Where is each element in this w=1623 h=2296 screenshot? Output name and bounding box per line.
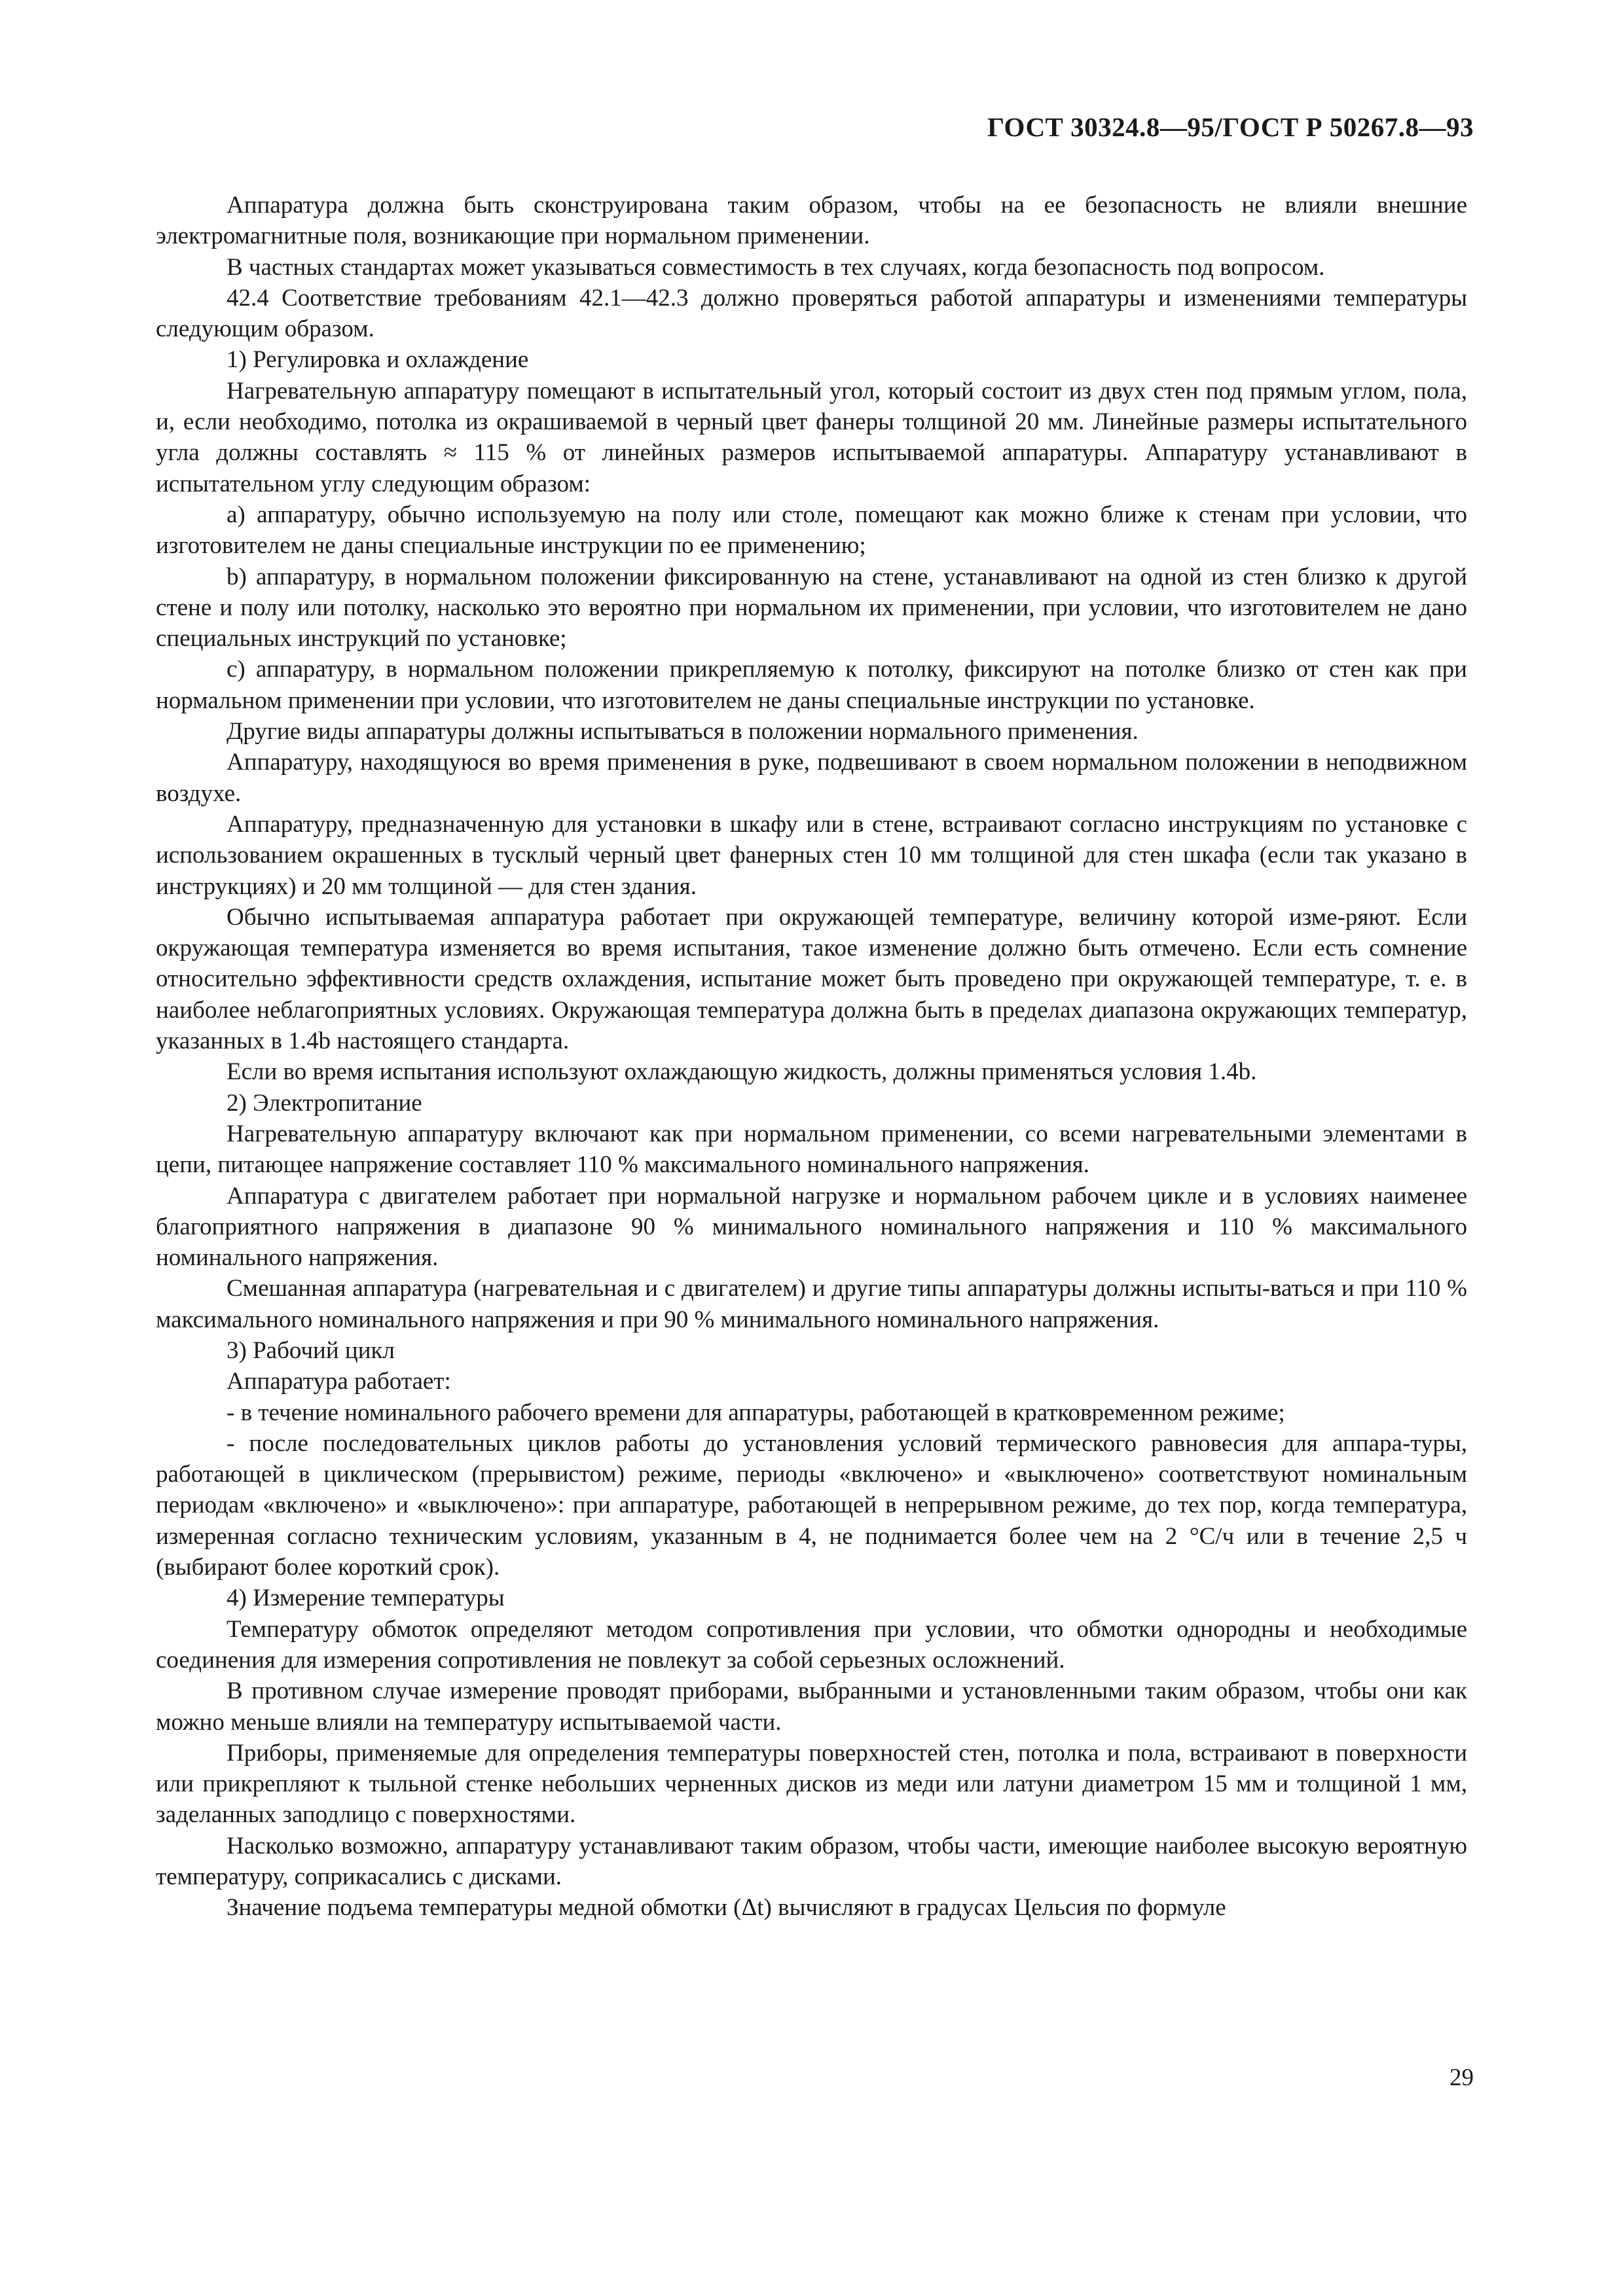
- section-heading: 1) Регулировка и охлаждение: [227, 346, 529, 374]
- paragraph: Нагревательную аппаратуру включают как при нормальном применении, со всеми нагревательными элементами в цепи, питающее напряжение составляет 110 % максимального номинального напряжения.: [156, 1120, 1467, 1179]
- paragraph: Насколько возможно, аппаратуру устанавливают таким образом, чтобы части, имеющие наиболее высокую вероятную температуру, соприкасались с дисками.: [156, 1832, 1467, 1891]
- paragraph: Аппаратуру, предназначенную для установки в шкафу или в стене, встраивают согласно инструкциям по установке с использованием окрашенных в тусклый черный цвет фанерных стен 10 мм толщиной для стен шкафа (если так указано в инструкциях) и 20 мм толщиной — для стен здания.: [156, 810, 1467, 900]
- list-item: b) аппаратуру, в нормальном положении фиксированную на стене, устанавливают на одной из стен близко к другой стене и полу или потолку, насколько это вероятно при нормальном их применении, при условии, что изготовителем не дано специальных инструкций по установке;: [156, 563, 1467, 653]
- paragraph: Аппаратуру, находящуюся во время применения в руке, подвешивают в своем нормальном положении в неподвижном воздухе.: [156, 749, 1467, 807]
- paragraph: Смешанная аппаратура (нагревательная и с двигателем) и другие типы аппаратуры должны испыты-ваться и при 110 % максимального номинального напряжения и при 90 % минимального номинального напряжения.: [156, 1275, 1467, 1333]
- paragraph: Аппаратура с двигателем работает при нормальной нагрузке и нормальном рабочем цикле и в условиях наименее благоприятного напряжения в диапазоне 90 % минимального номинального напряжения и 110 % максимального номинального напряжения.: [156, 1182, 1467, 1272]
- paragraph: Температуру обмоток определяют методом сопротивления при условии, что обмотки однородны и необходимые соединения для измерения сопротивления не повлекут за собой серьезных осложнений.: [156, 1615, 1467, 1674]
- paragraph: Приборы, применяемые для определения температуры поверхностей стен, потолка и пола, встраивают в поверхности или прикрепляют к тыльной стенке небольших черненных дисков из меди или латуни диаметром 15 мм и толщиной 1 мм, заделанных заподлицо с поверхностями.: [156, 1739, 1467, 1829]
- paragraph: Аппаратура работает:: [227, 1368, 451, 1395]
- paragraph: Аппаратура должна быть сконструирована таким образом, чтобы на ее безопасность не влияли внешние электромагнитные поля, возникающие при нормальном применении.: [156, 192, 1467, 250]
- paragraph: Другие виды аппаратуры должны испытываться в положении нормального применения.: [227, 718, 1139, 745]
- document-header: ГОСТ 30324.8—95/ГОСТ Р 50267.8—93: [987, 112, 1474, 142]
- list-item: - после последовательных циклов работы до установления условий термического равновесия для аппара-туры, работающей в циклическом (прерывистом) режиме, периоды «включено» и «выключено» соответствуют номинальным периодам «включено» и «выключено»: при аппаратуре, работающей в непрерывном режиме, до тех пор, когда температура, измеренная согласно техническим условиям, указанным в 4, не поднимается более чем на 2 °С/ч или в течение 2,5 ч (выбирают более короткий срок).: [156, 1429, 1467, 1581]
- section-heading: 2) Электропитание: [227, 1089, 422, 1117]
- list-item: - в течение номинального рабочего времени для аппаратуры, работающей в кратковременном режиме;: [227, 1399, 1285, 1426]
- section-heading: 4) Измерение температуры: [227, 1585, 505, 1612]
- paragraph: Обычно испытываемая аппаратура работает при окружающей температуре, величину которой изме-ряют. Если окружающая температура изменяется во время испытания, такое изменение должно быть отмечено. Если есть сомнение относительно эффективности средств охлаждения, испытание может быть проведено при окружающей температуре, т. е. в наиболее неблагоприятных условиях. Окружающая температура должна быть в пределах диапазона окружающих температур, указанных в 1.4b настоящего стандарта.: [156, 903, 1467, 1055]
- paragraph: Значение подъема температуры медной обмотки (Δt) вычисляют в градусах Цельсия по формуле: [227, 1894, 1226, 1922]
- paragraph: Нагревательную аппаратуру помещают в испытательный угол, который состоит из двух стен под прямым углом, пола, и, если необходимо, потолка из окрашиваемой в черный цвет фанеры толщиной 20 мм. Линейные размеры испытательного угла должны составлять ≈ 115 % от линейных размеров испытываемой аппаратуры. Аппаратуру устанавливают в испытательном углу следующим образом:: [156, 377, 1467, 497]
- paragraph: 42.4 Соответствие требованиям 42.1—42.3 должно проверяться работой аппаратуры и изменениями температуры следующим образом.: [156, 284, 1467, 343]
- page-number: 29: [1450, 2064, 1474, 2091]
- paragraph: Если во время испытания используют охлаждающую жидкость, должны применяться условия 1.4b.: [227, 1058, 1257, 1086]
- section-heading: 3) Рабочий цикл: [227, 1336, 395, 1364]
- paragraph: В частных стандартах может указываться совместимость в тех случаях, когда безопасность под вопросом.: [227, 253, 1325, 281]
- list-item: c) аппаратуру, в нормальном положении прикрепляемую к потолку, фиксируют на потолке близко от стен как при нормальном применении при условии, что изготовителем не даны специальные инструкции по установке.: [156, 656, 1467, 714]
- paragraph: В противном случае измерение проводят приборами, выбранными и установленными таким образом, чтобы они как можно меньше влияли на температуру испытываемой части.: [156, 1677, 1467, 1736]
- document-body: [156, 190, 1467, 1924]
- list-item: a) аппаратуру, обычно используемую на полу или столе, помещают как можно ближе к стенам при условии, что изготовителем не даны специальные инструкции по ее применению;: [156, 501, 1467, 560]
